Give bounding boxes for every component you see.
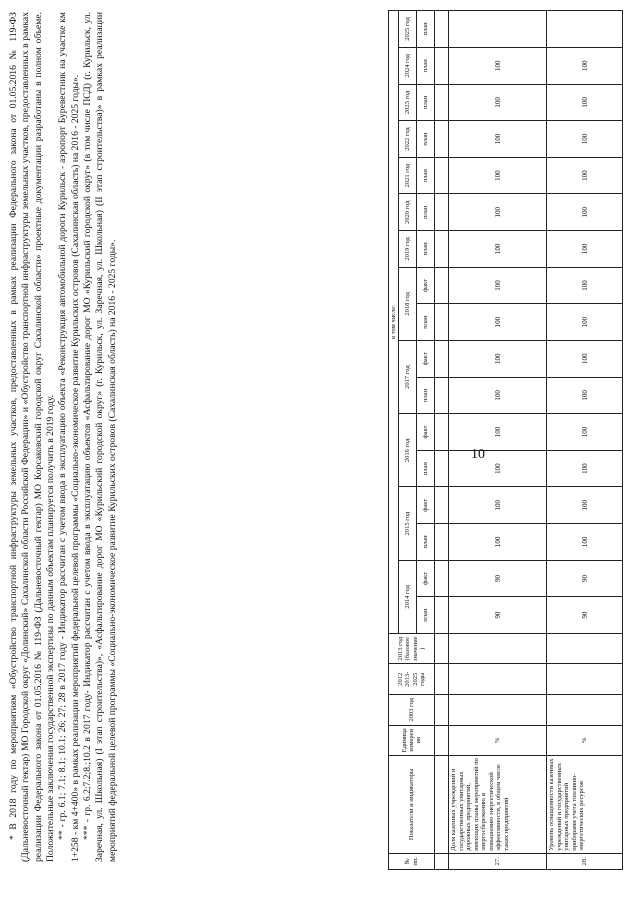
header-plan: план: [417, 84, 435, 121]
value-cell: [547, 633, 623, 664]
header-year-2022: 2022 год: [399, 121, 417, 158]
value-cell: 100: [547, 194, 623, 231]
value-cell: 90: [547, 597, 623, 634]
value-cell: [449, 11, 547, 48]
footnote-1: * В 2018 году по мероприятиям «Обустройство транспортной инфраструктуры земельных участков, предоставленных в рамках реализации Федерального закона от 01.05.2016 № 119-ФЗ (Дальневосточный гектар) МО Городской округ «Долинский» Сахалинской области Российской Федерации» и «Обустройство транспортной инфраструктуры земельных участков, предоставленных в рамках реализации Федерального закона от 01.05.2016 № 119-ФЗ (Дальневосточный гектар) МО Корсаковский городской округ Сахалинской области» проектные документации разработаны в полном объеме. Положительные заключения государственной экспертизы по данным объектам планируется получить в 2019 году.: [8, 12, 57, 862]
header-plan: план: [417, 377, 435, 414]
value-cell: 100: [449, 450, 547, 487]
footnote-2: ** - гр. 6.1; 7.1; 8.1; 10.1; 26; 27; 28 в 2017 году - Индикатор рассчитан с учетом ввода в эксплуатацию объекта «Реконструкция автомобильной дороги Курильск - аэропорт Буревестник на участке км 1+258 - км 4+400» в рамках реализации мероприятий федеральной целевой программы «Социально-экономическое развитие Курильских островов (Сахалинская область) на 2016 - 2025 годы».: [57, 12, 81, 862]
value-cell: 100: [449, 157, 547, 194]
value-cell: 100: [449, 414, 547, 451]
header-fact: факт: [417, 340, 435, 377]
header-year-2014: 2014 год: [399, 560, 417, 633]
value-cell: 100: [547, 47, 623, 84]
value-cell: 100: [449, 487, 547, 524]
header-plan: план: [417, 121, 435, 158]
header-plan: план: [417, 11, 435, 48]
header-fact: факт: [417, 560, 435, 597]
header-year-2016: 2016 год: [399, 414, 417, 487]
table-row: [449, 11, 547, 870]
value-cell: [449, 695, 547, 726]
header-year-2017: 2017 год: [399, 340, 417, 413]
value-cell: 100: [547, 340, 623, 377]
indicators-table: [388, 10, 623, 870]
value-cell: 100: [547, 121, 623, 158]
value-cell: 100: [449, 340, 547, 377]
header-indicators: Показатели и индикаторы: [389, 756, 435, 854]
table-spacer-row: [435, 11, 449, 870]
header-year-2023: 2023 год: [399, 84, 417, 121]
indicator-name: Уровень оснащенности казенных учреждений и государственных унитарных предприятий приборами учета топливно-энергетических ресурсов: [547, 756, 623, 854]
value-cell: 100: [449, 47, 547, 84]
row-number: 28.: [547, 853, 623, 869]
table-row: [547, 11, 623, 870]
value-cell: 100: [547, 231, 623, 268]
value-cell: 100: [547, 157, 623, 194]
header-plan: план: [417, 157, 435, 194]
value-cell: 100: [547, 524, 623, 561]
value-cell: 90: [547, 560, 623, 597]
value-cell: 100: [547, 487, 623, 524]
header-year-2015: 2015 год: [399, 487, 417, 560]
header-plan: план: [417, 194, 435, 231]
header-2013: 2013 год (базовое значение): [389, 633, 435, 664]
header-plan: план: [417, 524, 435, 561]
header-unit: Единица измерения: [389, 725, 435, 756]
unit-cell: %: [547, 725, 623, 756]
indicator-name: Доля казенных учреждений и государственных унитарных дорожных предприятий, имеющих планы мероприятий по энергосбережению и повышению энергетической эффективности, в общем числе таких предприятий: [449, 756, 547, 854]
value-cell: 100: [449, 377, 547, 414]
header-2003-2012: 2012 2013-2025 годы: [389, 664, 435, 695]
header-plan: план: [417, 597, 435, 634]
value-cell: 100: [547, 414, 623, 451]
row-number: 27.: [449, 853, 547, 869]
header-num: № пп.: [389, 853, 435, 869]
header-plan: план: [417, 304, 435, 341]
value-cell: 100: [547, 304, 623, 341]
page-number: 10: [471, 447, 485, 462]
header-year-2018: 2018 год: [399, 267, 417, 340]
value-cell: [449, 633, 547, 664]
header-plan: план: [417, 47, 435, 84]
value-cell: [547, 695, 623, 726]
header-fact: факт: [417, 414, 435, 451]
header-year-2021: 2021 год: [399, 157, 417, 194]
header-year-2019: 2019 год: [399, 231, 417, 268]
unit-cell: %: [449, 725, 547, 756]
value-cell: 100: [449, 194, 547, 231]
header-fact: факт: [417, 487, 435, 524]
header-including: в том числе:: [389, 11, 399, 634]
footnote-3: *** - гр. 6.2;7.2;8.;10.2 в 2017 году- Индикатор рассчитан с учетом ввода в эксплуатацию объектов «Асфальтирование дорог МО «Курильский городской округ» (в том числе ПСД) (г. Курильск, ул. Заречная, ул. Школьная) (I этап строительства)», «Асфальтирование дорог МО «Курильский городской округ» (г. Курильск, ул. Заречная, ул. Школьная) (II этап строительства)» в рамках реализации мероприятий федеральной целевой программы «Социально-экономическое развитие Курильских островов (Сахалинская область) на 2016 - 2025 годы».: [82, 12, 118, 862]
value-cell: 100: [547, 377, 623, 414]
value-cell: 100: [449, 121, 547, 158]
value-cell: 100: [547, 267, 623, 304]
header-year-2020: 2020 год: [399, 194, 417, 231]
value-cell: 100: [449, 267, 547, 304]
value-cell: 100: [449, 304, 547, 341]
value-cell: [449, 664, 547, 695]
header-fact: факт: [417, 267, 435, 304]
value-cell: 100: [547, 84, 623, 121]
value-cell: 100: [547, 450, 623, 487]
value-cell: [547, 11, 623, 48]
header-2003: 2003 год: [389, 695, 435, 726]
value-cell: [547, 664, 623, 695]
footnotes: [8, 12, 118, 862]
header-plan: план: [417, 231, 435, 268]
value-cell: 90: [449, 597, 547, 634]
value-cell: 100: [449, 524, 547, 561]
header-year-2025: 2025 год: [399, 11, 417, 48]
value-cell: 100: [449, 231, 547, 268]
header-year-2024: 2024 год: [399, 47, 417, 84]
header-plan: план: [417, 450, 435, 487]
value-cell: 100: [449, 84, 547, 121]
value-cell: 90: [449, 560, 547, 597]
